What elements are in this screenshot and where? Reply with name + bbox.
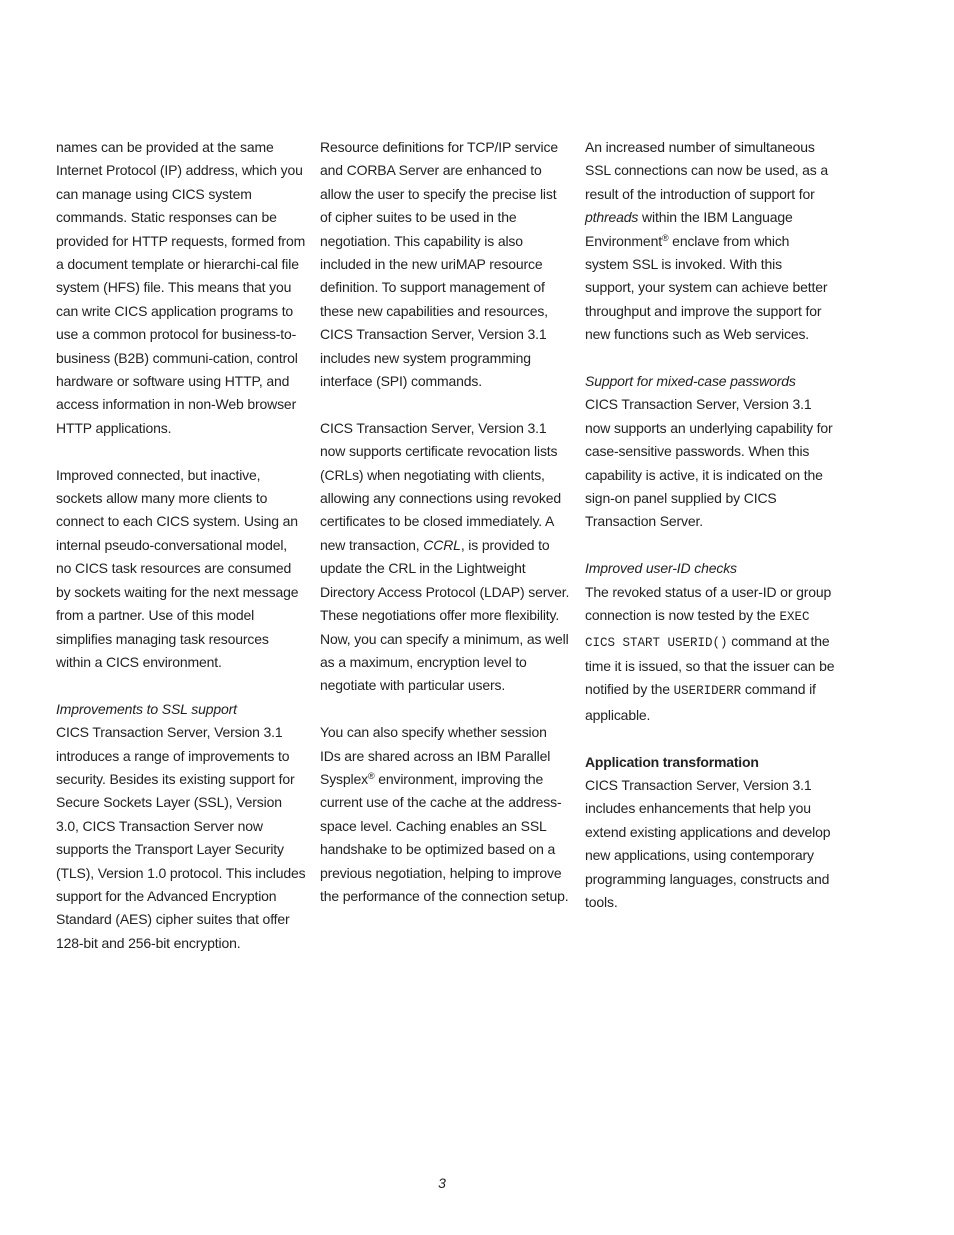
- crl-text-b: , is provided to update the CRL in the Lightweight Directory Access Protocol (LDAP) server. These negotiations offer more flexibility. Now, you can specify a minimum, as well as a maximum, encryption level to negotiate with particular users.: [320, 536, 570, 694]
- page-number: 3: [438, 1175, 446, 1191]
- column-1: [56, 136, 306, 955]
- userid-text-c: command if applicable.: [585, 681, 816, 723]
- ssl-connections-text-c: enclave from which system SSL is invoked. With this support, your system can achieve better throughput and improve the support for new functions such as Web services.: [585, 232, 828, 343]
- passwords-heading: Support for mixed-case passwords: [585, 373, 796, 390]
- passwords-body: CICS Transaction Server, Version 3.1 now supports an underlying capability for case-sensitive passwords. When this capability is active, it is indicated on the sign-on panel supplied by CICS Transaction Server.: [585, 396, 833, 530]
- ssl-connections-text-b: within the IBM Language Environment: [585, 209, 793, 249]
- sysplex-text-a: You can also specify whether session IDs are shared across an IBM Parallel Sysplex: [320, 724, 551, 787]
- passwords-section: [585, 370, 835, 534]
- userid-section: [585, 557, 835, 727]
- sysplex-text-b: environment, improving the current use of the cache at the address-space level. Caching enables an SSL handshake to be optimized based on a previous negotiation, helping to improve the performance of the connection setup.: [320, 770, 569, 904]
- col2-paragraph-2: [320, 417, 570, 698]
- col1-paragraph-1: names can be provided at the same Internet Protocol (IP) address, which you can manage using CICS system commands. Static responses can be provided for HTTP requests, formed from a document template or hierarchi-cal file system (HFS) file. This means that you can write CICS application programs to use a common protocol for business-to-business (B2B) communi-cation, control hardware or software using HTTP, and access information in non-Web browser HTTP applications.: [56, 139, 306, 436]
- ccrl-transaction: CCRL: [423, 536, 461, 553]
- col1-paragraph-2: Improved connected, but inactive, sockets allow many more clients to connect to each CICS system. Using an internal pseudo-conversational model, no CICS task resources are consumed by sockets waiting for the next message from a partner. Use of this model simplifies managing task resources within a CICS environment.: [56, 466, 299, 670]
- app-transformation-section: [585, 751, 835, 915]
- registered-mark: ®: [661, 232, 669, 243]
- userid-text-a: The revoked status of a user-ID or group connection is now tested by the: [585, 583, 832, 624]
- app-transformation-body: CICS Transaction Server, Version 3.1 includes enhancements that help you extend existing applications and develop new applications, using contemporary programming languages, constructs and tools.: [585, 776, 831, 910]
- ssl-heading: Improvements to SSL support: [56, 700, 237, 717]
- userid-text-b: command at the time it is issued, so that the issuer can be notified by the: [585, 632, 835, 698]
- col2-paragraph-3: [320, 721, 570, 908]
- app-transformation-heading: Application transformation: [585, 753, 759, 770]
- registered-mark: ®: [367, 770, 375, 781]
- crl-text-a: CICS Transaction Server, Version 3.1 now supports certificate revocation lists (CRLs) when negotiating with clients, allowing any connections using revoked certificates to be closed immediately. A new transaction,: [320, 419, 562, 553]
- ssl-connections-text-a: An increased number of simultaneous SSL connections can now be used, as a result of the introduction of support for: [585, 139, 828, 202]
- ssl-body: CICS Transaction Server, Version 3.1 introduces a range of improvements to security. Besides its existing support for Secure Sockets Layer (SSL), Version 3.0, CICS Transaction Server now supports the Transport Layer Security (TLS), Version 1.0 protocol. This includes support for the Advanced Encryption Standard (AES) cipher suites that offer 128-bit and 256-bit encryption.: [56, 724, 306, 951]
- column-2: [320, 136, 570, 908]
- userid-heading: Improved user-ID checks: [585, 560, 737, 577]
- exec-cics-start-code: EXEC CICS START USERID(): [585, 610, 810, 650]
- pthreads-term: pthreads: [585, 209, 639, 226]
- col3-paragraph-1: [585, 136, 835, 347]
- col2-paragraph-1: Resource definitions for TCP/IP service and CORBA Server are enhanced to allow the user to specify the precise list of cipher suites to be used in the negotiation. This capability is also included in the new uriMAP resource definition. To support management of these new capabilities and resources, CICS Transaction Server, Version 3.1 includes new system programming interface (SPI) commands.: [320, 139, 558, 390]
- useriderr-code: USERIDERR: [673, 684, 742, 699]
- column-3: [585, 136, 835, 914]
- ssl-section: [56, 698, 306, 955]
